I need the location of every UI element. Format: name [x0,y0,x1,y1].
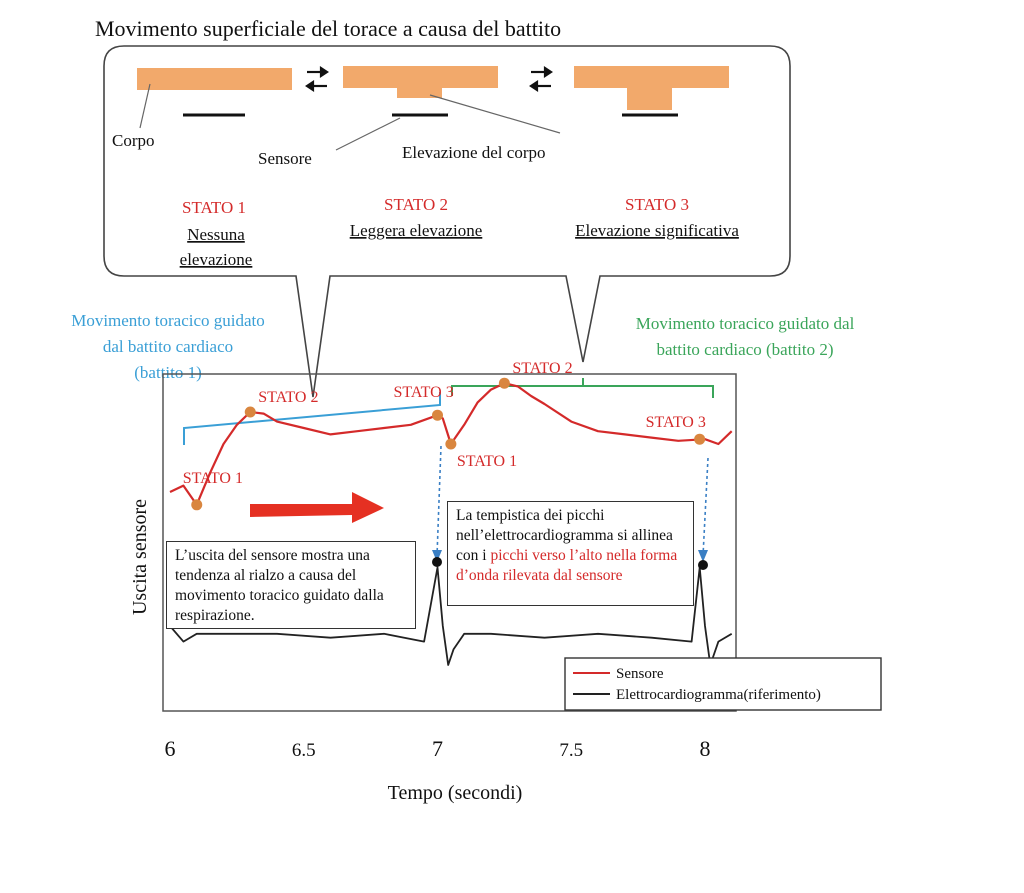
note-respiration-trend [166,541,416,629]
label-corpo: Corpo [112,131,155,150]
y-axis-label: Uscita sensore [129,498,151,616]
label-sensore: Sensore [258,149,312,168]
state-marker-1 [191,499,202,510]
body-bump-state-3 [627,88,672,110]
state-1-name: STATO 1 [182,198,246,217]
state-label-1: STATO 1 [182,469,243,487]
x-tick-label: 7 [432,736,443,761]
legend-label-ecg: Elettrocardiogramma(riferimento) [616,687,821,703]
state-marker-4 [445,439,456,450]
beat-2-label-line1: Movimento toracico guidato dal [635,314,855,333]
x-tick-labels [165,736,711,761]
x-axis-label: Tempo (secondi) [387,782,523,804]
beat-1-label-line3: (battito 1) [134,363,202,382]
body-bar-state-2 [343,66,498,88]
state-marker-6 [694,434,705,445]
state-3-desc: Elevazione significativa [575,221,739,240]
x-tick-label: 7.5 [559,740,584,761]
body-bar-state-1 [137,68,292,90]
ecg-peak-marker-2 [698,560,708,570]
x-tick-label: 6.5 [291,740,316,761]
ecg-peak-marker-1 [432,557,442,567]
note-respiration-text: L’uscita del sensore mostra una tendenza al rialzo a causa del movimento toracico guidato dalla respirazione. [175,547,384,624]
legend-label-sensor: Sensore [616,666,664,682]
state-marker-3 [432,410,443,421]
state-marker-2 [245,407,256,418]
alignment-arrow-2 [698,458,708,562]
body-bar-state-3 [574,66,729,88]
note-peak-alignment [447,501,694,606]
state-2-name: STATO 2 [384,195,448,214]
note-peak-text: La tempistica dei picchi nell’elettrocardiogramma si allinea con i [456,507,673,564]
state-1-desc-line2: elevazione [179,250,253,269]
state-label-3: STATO 3 [393,384,454,402]
beat-1-label-line1: Movimento toracico guidato [71,311,265,330]
beat-1-label-line2: dal battito cardiaco [102,337,234,356]
label-elevazione: Elevazione del corpo [402,143,546,162]
state-label-6: STATO 3 [645,414,706,432]
state-3-name: STATO 3 [625,195,689,214]
state-label-5: STATO 2 [512,360,573,378]
x-tick-label: 8 [699,736,711,761]
state-label-4: STATO 1 [456,453,518,470]
state-label-2: STATO 2 [258,389,319,406]
alignment-arrow-1 [432,446,442,562]
x-tick-label: 6 [164,736,176,761]
state-2-desc: Leggera elevazione [349,221,483,240]
note-peak-highlight: picchi verso l’alto nella forma d’onda rilevata dal sensore [456,547,678,584]
trend-arrow [250,492,384,523]
figure-title: Movimento superficiale del torace a causa del battito [95,16,562,41]
beat-2-bracket [452,386,713,398]
beat-2-label-line2: battito cardiaco (battito 2) [656,340,834,359]
state-marker-5 [499,378,510,389]
state-1-desc-line1: Nessuna [187,225,245,244]
